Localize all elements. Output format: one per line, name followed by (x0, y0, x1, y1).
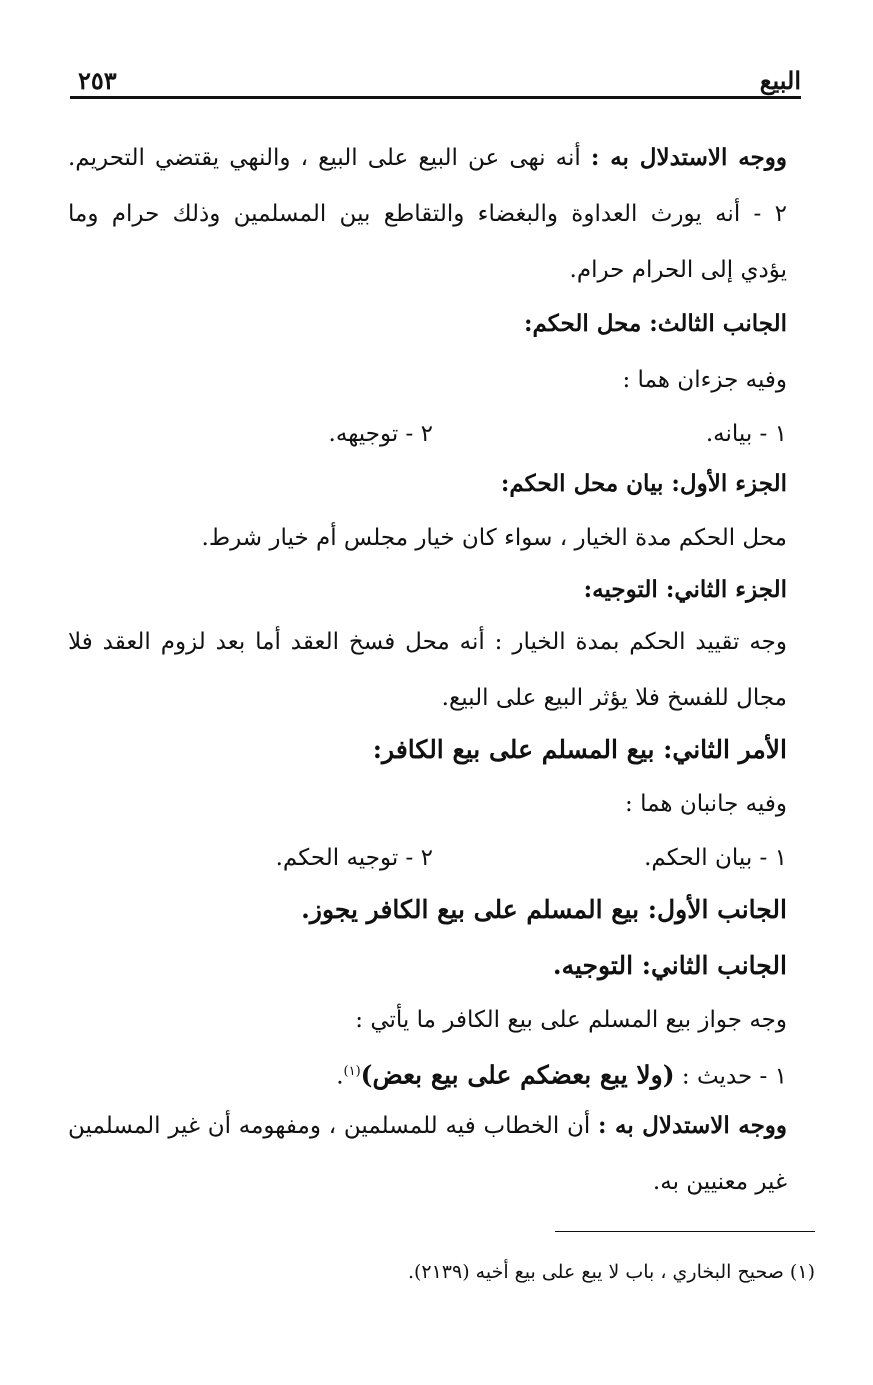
list-item-2: ٢ - توجيهه. (328, 421, 433, 447)
text-line-5: وفيه جزءان هما : (622, 367, 787, 393)
hadith-quote: (ولا يبع بعضكم على بيع بعض) (360, 1060, 675, 1090)
text-line-11: مجال للفسخ فلا يؤثر البيع على البيع. (441, 685, 787, 711)
text-line-1 (68, 142, 787, 174)
section-heading-6: الجانب الثاني: التوجيه. (552, 951, 787, 980)
text-line-13: وفيه جانبان هما : (625, 791, 787, 817)
section-heading-4: الأمر الثاني: بيع المسلم على بيع الكافر: (372, 735, 787, 764)
section-heading-2: الجزء الأول: بيان محل الحكم: (500, 470, 787, 497)
list-item-3: ١ - بيان الحكم. (644, 845, 787, 871)
text-line-10: وجه تقييد الحكم بمدة الخيار : أنه محل فسخ العقد أما بعد لزوم العقد فلا (68, 629, 787, 655)
section-heading-5: الجانب الأول: بيع المسلم على بيع الكافر يجوز. (301, 895, 787, 924)
running-title: البيع (759, 66, 801, 95)
list-item-1: ١ - بيانه. (705, 421, 787, 447)
footnote-divider (555, 1231, 815, 1232)
page-header (70, 66, 801, 94)
footnote-ref: (١) (343, 1064, 361, 1079)
text-line-2: ٢ - أنه يورث العداوة والبغضاء والتقاطع بين المسلمين وذلك حرام وما (68, 201, 787, 227)
inference-text-2: أن الخطاب فيه للمسلمين ، ومفهومه أن غير المسلمين (68, 1113, 591, 1139)
header-divider (70, 96, 801, 99)
page-number: ٢٥٣ (78, 66, 117, 95)
footnote: (١) صحيح البخاري ، باب لا يبع على بيع أخيه (٢١٣٩). (407, 1261, 815, 1283)
text-line-3: يؤدي إلى الحرام حرام. (569, 257, 787, 283)
text-line-8: محل الحكم مدة الخيار ، سواء كان خيار مجلس أم خيار شرط. (201, 525, 787, 551)
section-heading-1: الجانب الثالث: محل الحكم: (523, 310, 787, 337)
inference-label-2: ووجه الاستدلال به : (598, 1112, 787, 1139)
inference-label: ووجه الاستدلال به : (590, 144, 787, 171)
text-line-17: وجه جواز بيع المسلم على بيع الكافر ما يأتي : (355, 1007, 787, 1033)
hadith-prefix: ١ - حديث : (681, 1063, 787, 1090)
section-heading-3: الجزء الثاني: التوجيه: (583, 576, 787, 603)
text-line-19 (68, 1110, 787, 1142)
list-item-4: ٢ - توجيه الحكم. (275, 845, 433, 871)
inference-text: أنه نهى عن البيع على البيع ، والنهي يقتضي التحريم. (68, 145, 581, 171)
text-line-18: ١ - حديث : (ولا يبع بعضكم على بيع بعض)$^{(١)}$. (336, 1060, 787, 1090)
text-line-20: غير معنيين به. (652, 1169, 787, 1195)
